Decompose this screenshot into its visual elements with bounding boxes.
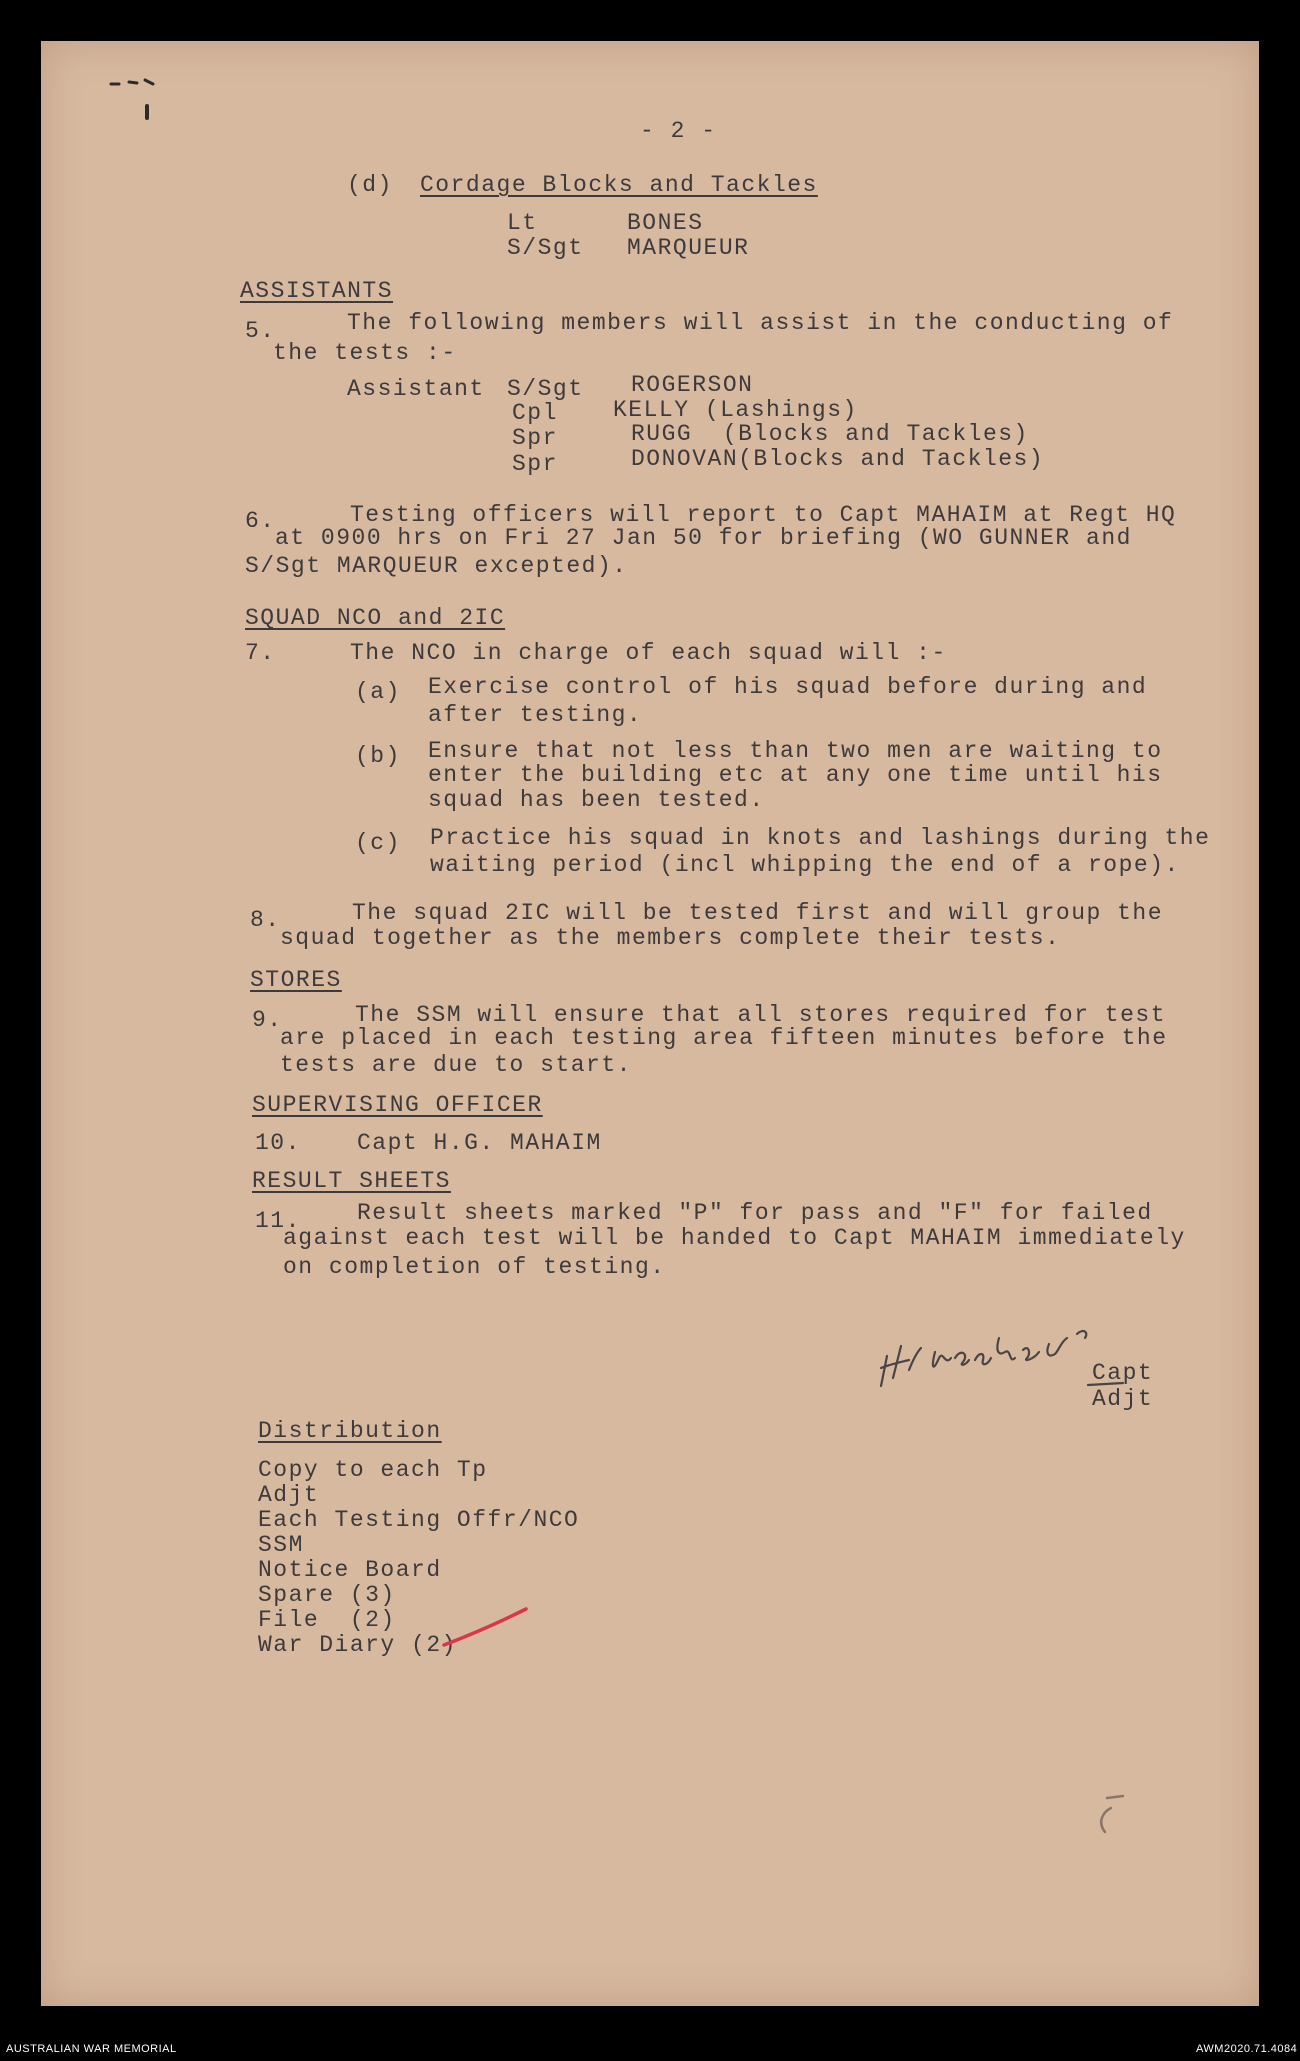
para-10-number: 10. <box>255 1130 301 1156</box>
item-a-line-1: Exercise control of his squad before during and <box>428 674 1148 700</box>
distribution-heading: Distribution <box>258 1418 442 1444</box>
stores-heading: STORES <box>250 967 342 993</box>
squad-heading: SQUAD NCO and 2IC <box>245 605 506 631</box>
signature-appointment: Adjt <box>1092 1386 1154 1412</box>
item-a-label: (a) <box>355 679 401 705</box>
assistant-name-2: KELLY (Lashings) <box>613 397 858 423</box>
supervising-heading: SUPERVISING OFFICER <box>252 1092 543 1118</box>
footer-catalogue-id: AWM2020.71.4084 <box>1196 2043 1298 2055</box>
distribution-item-4: SSM <box>258 1532 304 1558</box>
item-c-label: (c) <box>355 830 401 856</box>
item-b-line-2: enter the building etc at any one time until his <box>428 762 1163 788</box>
para-6-line-3: S/Sgt MARQUEUR excepted). <box>245 553 628 579</box>
paper-blemish-mark <box>1085 1790 1145 1850</box>
para-7-number: 7. <box>245 640 276 666</box>
assistant-rank-2: Cpl <box>512 400 558 426</box>
item-a-line-2: after testing. <box>428 702 643 728</box>
para-8-line-1: The squad 2IC will be tested first and will group the <box>352 900 1164 926</box>
item-c-line-2: waiting period (incl whipping the end of a rope). <box>430 852 1180 878</box>
assistant-name-1: ROGERSON <box>631 372 754 398</box>
ink-speck-mark <box>105 72 195 132</box>
para-6-number: 6. <box>245 508 276 534</box>
para-8-line-2: squad together as the members complete their tests. <box>280 925 1061 951</box>
distribution-item-7: File (2) <box>258 1607 396 1633</box>
assistant-rank-3: Spr <box>512 425 558 451</box>
para-11-number: 11. <box>255 1208 301 1234</box>
assistant-lead: Assistant <box>347 376 485 402</box>
item-c-line-1: Practice his squad in knots and lashings during the <box>430 825 1211 851</box>
item-b-line-1: Ensure that not less than two men are waiting to <box>428 738 1163 764</box>
section-d-label: (d) <box>347 172 393 198</box>
assistant-rank-1: S/Sgt <box>507 376 584 402</box>
distribution-item-5: Notice Board <box>258 1557 442 1583</box>
assistants-heading: ASSISTANTS <box>240 278 394 304</box>
para-9-line-3: tests are due to start. <box>280 1052 632 1078</box>
para-6-line-1: Testing officers will report to Capt MAHAIM at Regt HQ <box>350 502 1177 528</box>
section-d-rank-1: Lt <box>507 210 538 236</box>
para-11-line-3: on completion of testing. <box>283 1254 666 1280</box>
item-b-line-3: squad has been tested. <box>428 787 765 813</box>
para-7-intro: The NCO in charge of each squad will :- <box>350 640 947 666</box>
results-heading: RESULT SHEETS <box>252 1168 451 1194</box>
para-9-number: 9. <box>252 1007 283 1033</box>
distribution-item-2: Adjt <box>258 1482 320 1508</box>
para-10-text: Capt H.G. MAHAIM <box>357 1130 602 1156</box>
para-9-line-1: The SSM will ensure that all stores required for test <box>355 1002 1167 1028</box>
distribution-item-1: Copy to each Tp <box>258 1457 488 1483</box>
para-11-line-1: Result sheets marked "P" for pass and "F" for failed <box>357 1200 1153 1226</box>
para-6-line-2: at 0900 hrs on Fri 27 Jan 50 for briefing (WO GUNNER and <box>275 525 1132 551</box>
assistant-name-3: RUGG (Blocks and Tackles) <box>631 421 1029 447</box>
section-d-title: Cordage Blocks and Tackles <box>420 172 818 198</box>
red-tick-mark <box>440 1605 530 1650</box>
assistant-rank-4: Spr <box>512 451 558 477</box>
assistant-name-4: DONOVAN(Blocks and Tackles) <box>631 446 1045 472</box>
page-number: - 2 - <box>640 118 717 144</box>
distribution-item-3: Each Testing Offr/NCO <box>258 1507 580 1533</box>
distribution-item-8: War Diary (2) <box>258 1632 457 1658</box>
footer-institution: AUSTRALIAN WAR MEMORIAL <box>6 2043 177 2055</box>
para-9-line-2: are placed in each testing area fifteen minutes before the <box>280 1025 1168 1051</box>
para-5-line-1: The following members will assist in the conducting of <box>347 310 1174 336</box>
signature-rank: Capt <box>1092 1360 1154 1386</box>
para-11-line-2: against each test will be handed to Capt MAHAIM immediately <box>283 1225 1186 1251</box>
para-5-number: 5. <box>245 318 276 344</box>
distribution-item-6: Spare (3) <box>258 1582 396 1608</box>
item-b-label: (b) <box>355 743 401 769</box>
section-d-name-1: BONES <box>627 210 704 236</box>
para-8-number: 8. <box>250 907 281 933</box>
para-5-line-2: the tests :- <box>273 340 457 366</box>
section-d-rank-2: S/Sgt <box>507 235 584 261</box>
section-d-name-2: MARQUEUR <box>627 235 750 261</box>
